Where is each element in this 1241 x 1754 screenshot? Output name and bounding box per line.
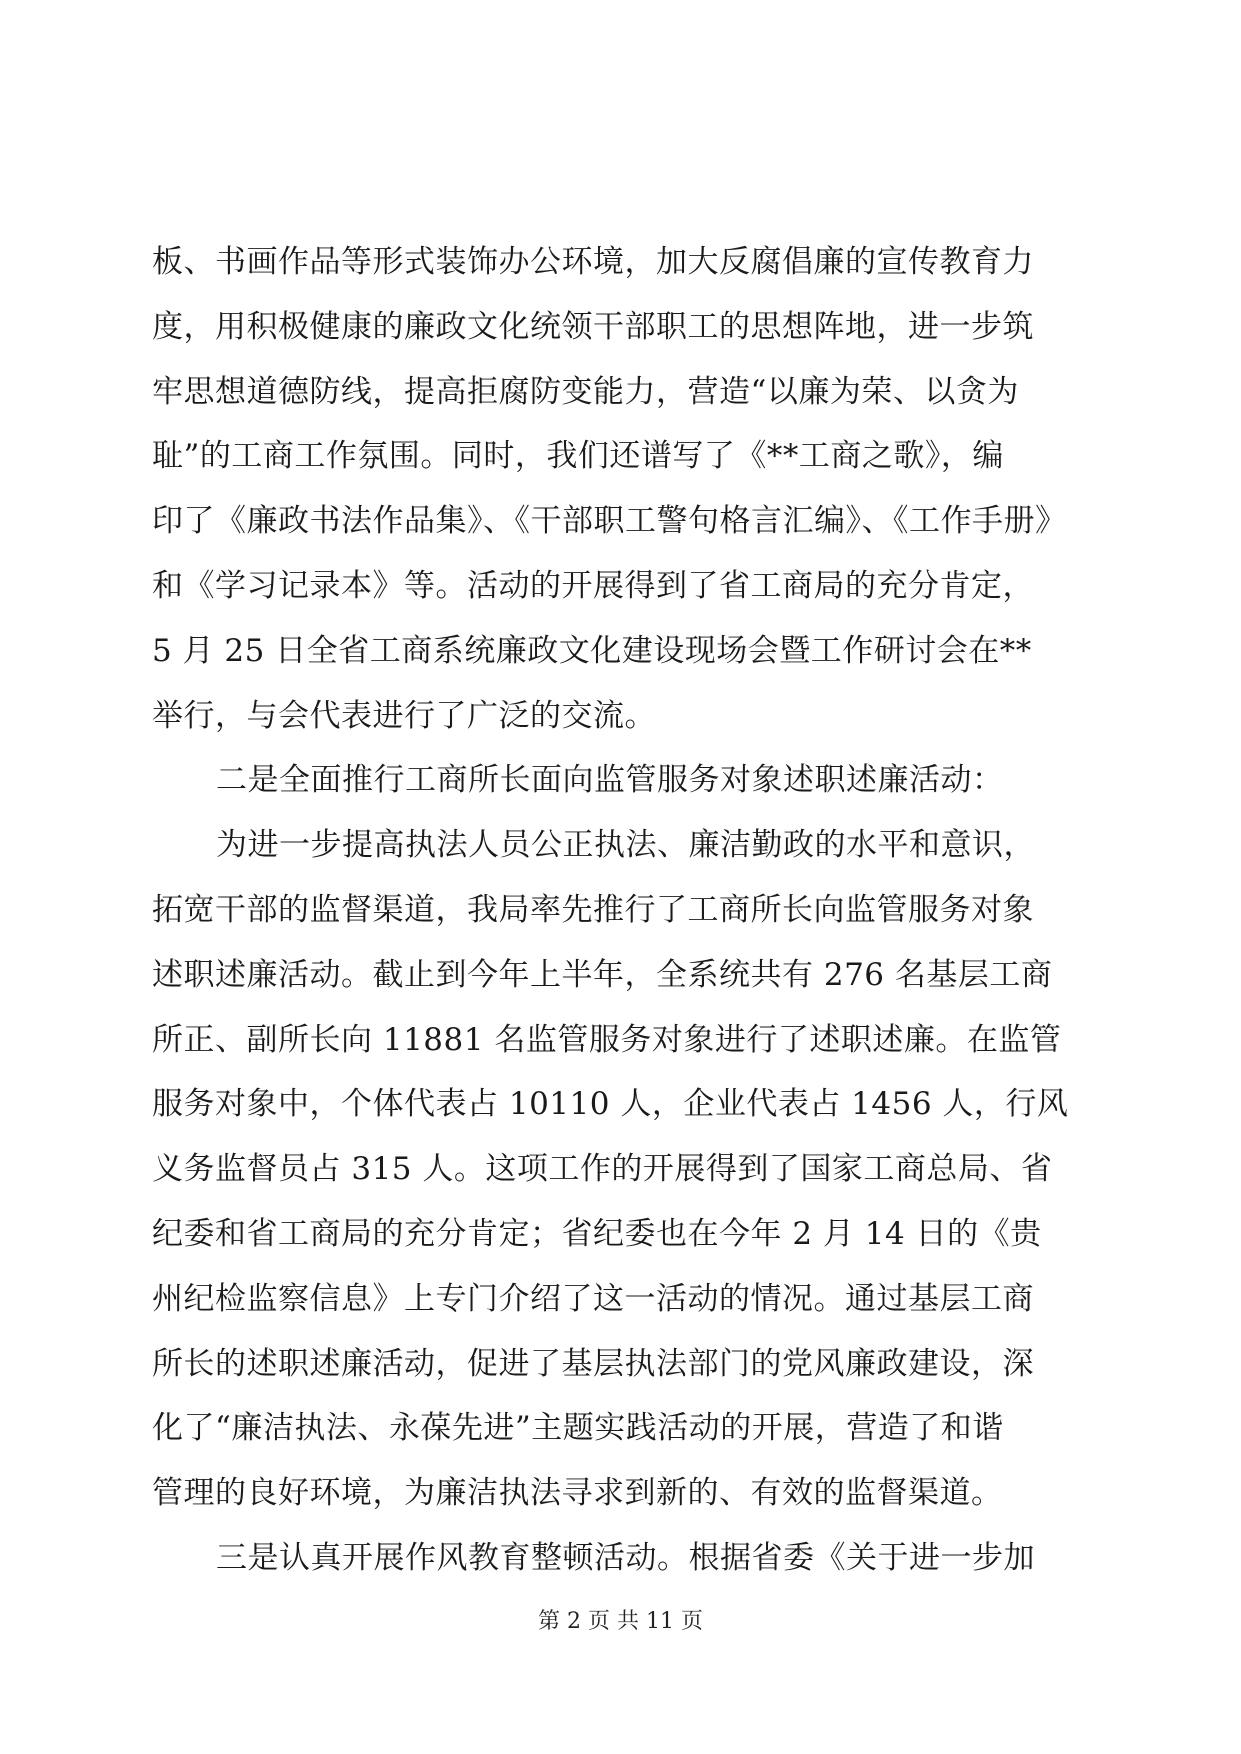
document-body [152,230,1092,1591]
text-line: 牢思想道德防线，提高拒腐防变能力，营造“以廉为荣、以贪为 [152,373,1019,410]
text-line: 拓宽干部的监督渠道，我局率先推行了工商所长向监管服务对象 [152,891,1034,928]
text-line: 义务监督员占 315 人。这项工作的开展得到了国家工商总局、省 [152,1151,1053,1188]
text-line: 服务对象中，个体代表占 10110 人，企业代表占 1456 人，行风 [152,1086,1069,1123]
text-line: 耻”的工商工作氛围。同时，我们还谱写了《**工商之歌》，编 [152,438,1004,475]
text-line: 所长的述职述廉活动，促进了基层执法部门的党风廉政建设，深 [152,1345,1034,1382]
text-line: 举行，与会代表进行了广泛的交流。 [152,697,656,734]
text-line: 述职述廉活动。截止到今年上半年，全系统共有 276 名基层工商 [152,956,1053,993]
text-line: 印了《廉政书法作品集》、《干部职工警句格言汇编》、《工作手册》 [152,503,1067,540]
text-line: 和《学习记录本》等。活动的开展得到了省工商局的充分肯定， [152,567,1034,604]
text-line: 板、书画作品等形式装饰办公环境，加大反腐倡廉的宣传教育力 [152,244,1034,280]
page-footer: 第 2 页 共 11 页 [538,1609,703,1634]
text-line: 三是认真开展作风教育整顿活动。根据省委《关于进一步加 [216,1539,1035,1576]
text-line: 度，用积极健康的廉政文化统领干部职工的思想阵地，进一步筑 [152,308,1034,345]
section-heading: 二是全面推行工商所长面向监管服务对象述职述廉活动： [216,762,1004,799]
text-line: 所正、副所长向 11881 名监管服务对象进行了述职述廉。在监管 [152,1021,1062,1058]
text-line: 为进一步提高执法人员公正执法、廉洁勤政的水平和意识， [216,827,1035,864]
text-line: 管理的良好环境，为廉洁执法寻求到新的、有效的监督渠道。 [152,1475,1003,1512]
text-line: 纪委和省工商局的充分肯定；省纪委也在今年 2 月 14 日的《贵 [152,1215,1042,1252]
text-line: 5 月 25 日全省工商系统廉政文化建设现场会暨工作研讨会在** [152,632,1032,669]
text-line: 化了“廉洁执法、永葆先进”主题实践活动的开展，营造了和谐 [152,1410,1004,1447]
text-line: 州纪检监察信息》上专门介绍了这一活动的情况。通过基层工商 [152,1280,1034,1317]
